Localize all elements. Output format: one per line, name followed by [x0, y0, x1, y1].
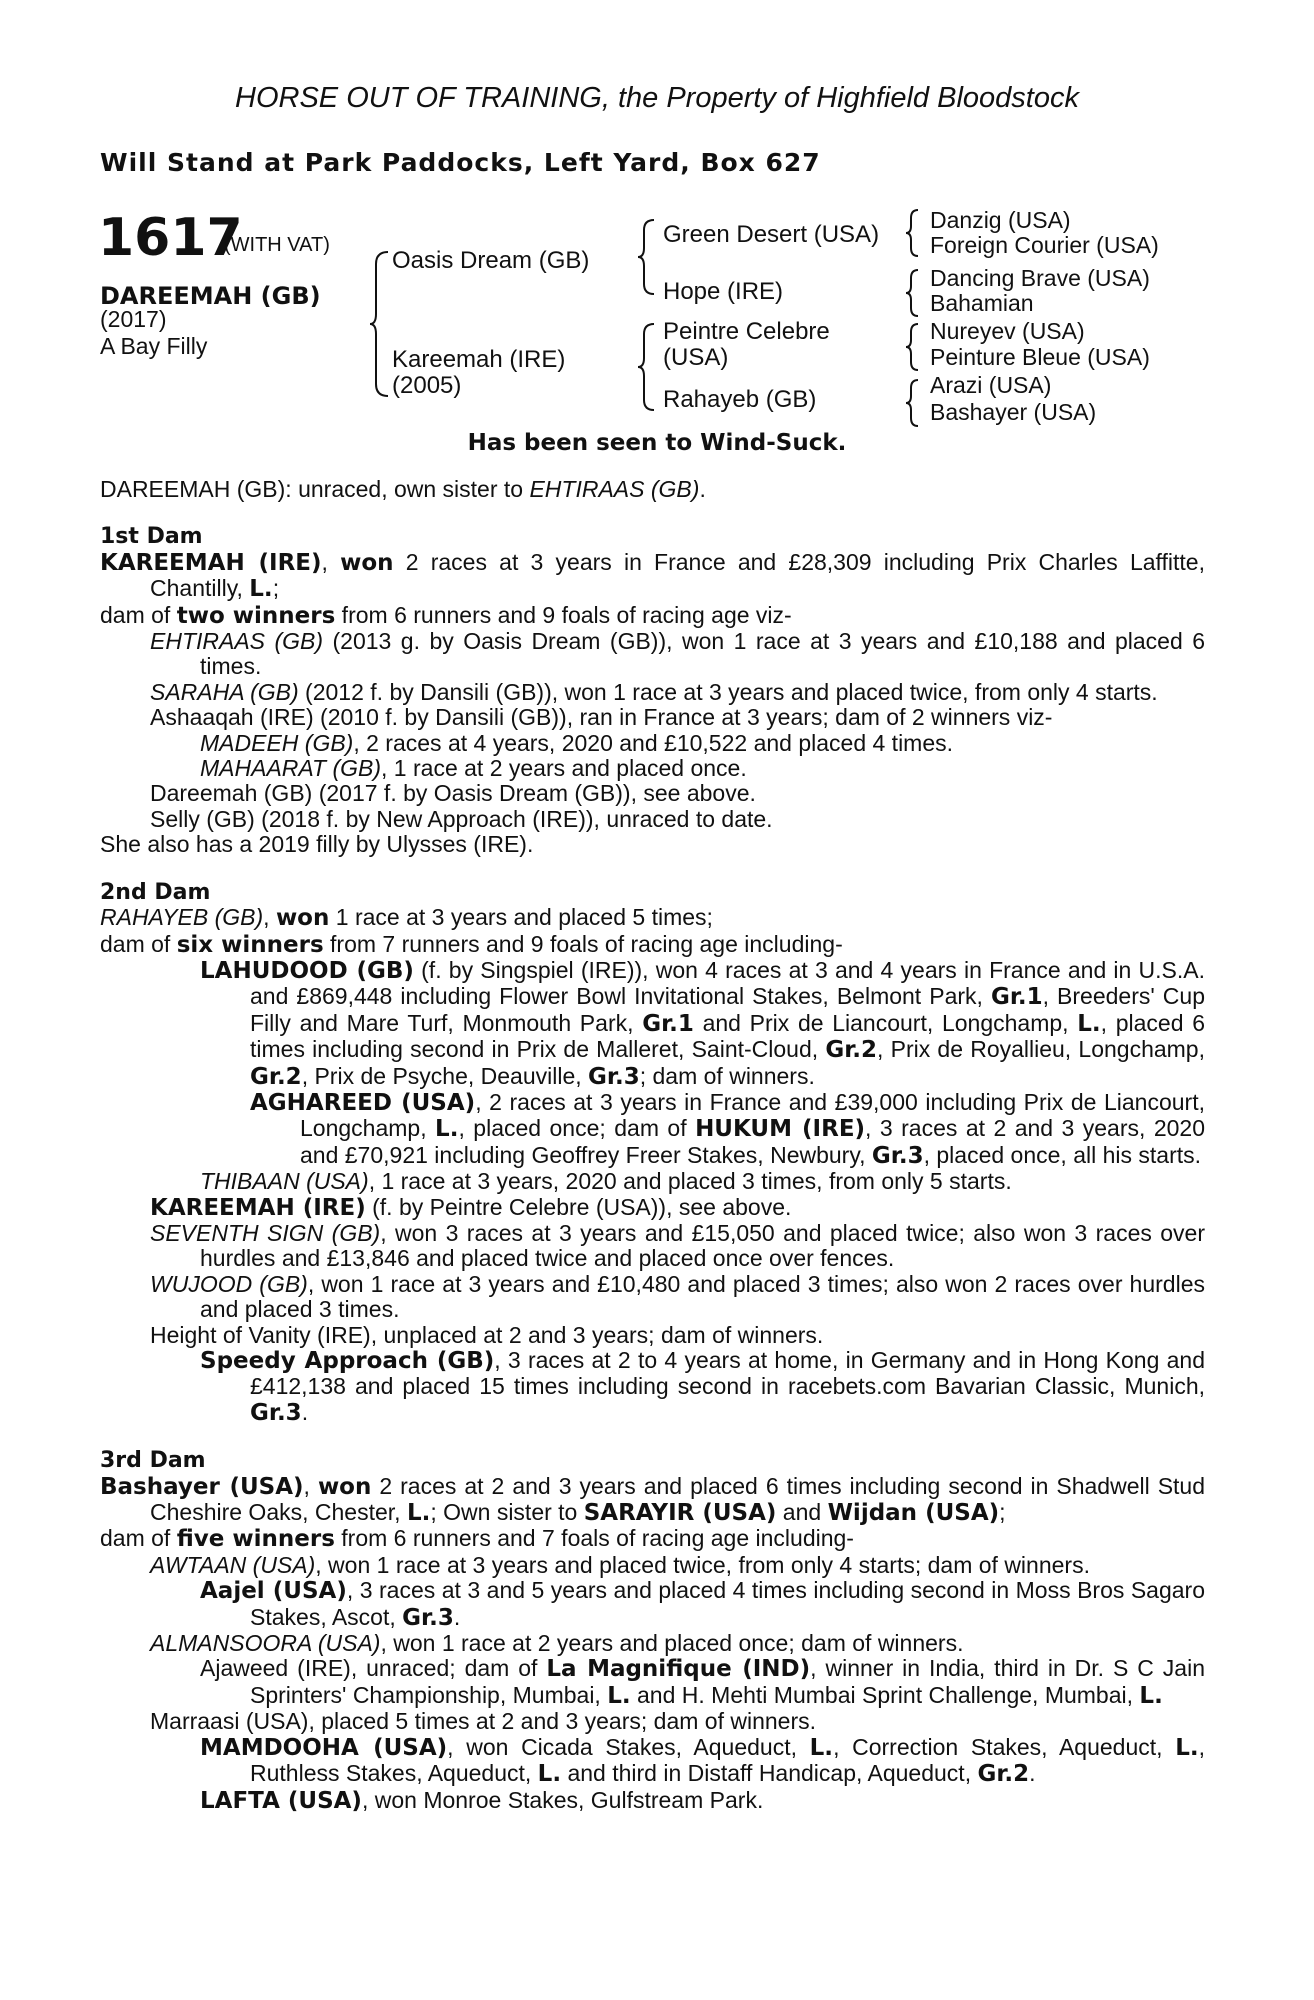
pedigree-gen3-7: Arazi (USA)	[930, 372, 1052, 398]
first-dam-produce-item: SARAHA (GB) (2012 f. by Dansili (GB)), won 1 race at 3 years and placed twice, from only 4 starts.	[150, 678, 1158, 705]
first-dam-grandproduce-item: MADEEH (GB), 2 races at 4 years, 2020 and £10,522 and placed 4 times.	[200, 729, 954, 756]
first-dam-grandproduce-item: MAHAARAT (GB), 1 race at 2 years and placed once.	[200, 755, 747, 782]
third-dam-produce-item: Marraasi (USA), placed 5 times at 2 and 3 years; dam of winners.	[150, 1708, 817, 1735]
rahayeb-brace	[904, 378, 922, 428]
page-title: HORSE OUT OF TRAINING, the Property of Highfield Bloodstock	[235, 82, 1079, 114]
pedigree-gen3-1: Danzig (USA)	[930, 207, 1071, 233]
second-dam-produce-item: LAHUDOOD (GB) (f. by Singspiel (IRE)), won 4 races at 3 and 4 years in France and in U.S.A. and £869,448 including Flower Bowl Invitational Stakes, Belmont Park, Gr.1, Breeders' Cup Filly and Mare Turf, Monmouth Park, Gr.1 and Prix de Liancourt, Longchamp, L., placed 6 times including second in Prix de Malleret, Saint-Cloud, Gr.2, Prix de Royallieu, Longchamp, Gr.2, Prix de Psyche, Deauville, Gr.3; dam of winners.	[200, 956, 1206, 1090]
third-dam-produce-summary: dam of five winners from 6 runners and 7 foals of racing age including-	[100, 1525, 854, 1553]
third-dam-record: Bashayer (USA), won 2 races at 2 and 3 years and placed 6 times including second in Shadwell Stud Cheshire Oaks, Chester, L.; Own sister to SARAYIR (USA) and Wijdan (USA);	[100, 1472, 1206, 1527]
second-dam-record: RAHAYEB (GB), won 1 race at 3 years and placed 5 times;	[100, 904, 713, 932]
third-dam-heading: 3rd Dam	[100, 1448, 206, 1474]
pedigree-dam: Kareemah (IRE)	[392, 346, 566, 373]
pedigree-dams-dam: Rahayeb (GB)	[663, 386, 817, 413]
first-dam-produce-item: Ashaaqah (IRE) (2010 f. by Dansili (GB)), ran in France at 3 years; dam of 2 winners viz-	[150, 704, 1053, 731]
first-dam-heading: 1st Dam	[100, 524, 203, 550]
peintre-celebre-brace	[904, 322, 922, 372]
pedigree-gen3-5: Nureyev (USA)	[930, 318, 1085, 344]
first-dam-produce-item: Selly (GB) (2018 f. by New Approach (IRE)), unraced to date.	[150, 805, 773, 832]
first-dam-produce-item: EHTIRAAS (GB) (2013 g. by Oasis Dream (GB)), won 1 race at 3 years and £10,188 and placed 6 times.	[150, 628, 1206, 680]
foaling-year: (2017)	[100, 306, 167, 332]
third-dam-grandproduce-item: MAMDOOHA (USA), won Cicada Stakes, Aqueduct, L., Correction Stakes, Aqueduct, L., Ruthless Stakes, Aqueduct, L. and third in Distaff Handicap, Aqueduct, Gr.2.	[200, 1733, 1205, 1788]
wind-suck-warning: Has been seen to Wind-Suck.	[467, 430, 847, 456]
intro-line: DAREEMAH (GB): unraced, own sister to EHTIRAAS (GB).	[100, 476, 706, 502]
sire-dam-brace	[368, 250, 392, 398]
second-dam-produce-item: KAREEMAH (IRE) (f. by Peintre Celebre (USA)), see above.	[150, 1193, 792, 1221]
pedigree-gen3-2: Foreign Courier (USA)	[930, 232, 1159, 258]
pedigree-sire: Oasis Dream (GB)	[392, 247, 590, 274]
horse-name: DAREEMAH (GB)	[100, 282, 321, 310]
lot-number: 1617	[98, 208, 243, 268]
third-dam-grandproduce-item: Ajaweed (IRE), unraced; dam of La Magnifique (IND), winner in India, third in Dr. S C Jain Sprinters' Championship, Mumbai, L. and H. Mehti Mumbai Sprint Challenge, Mumbai, L.	[200, 1655, 1205, 1709]
second-dam-grandproduce-item: AGHAREED (USA), 2 races at 3 years in France and £39,000 including Prix de Liancourt, Longchamp, L., placed once; dam of HUKUM (IRE), 3 races at 2 and 3 years, 2020 and £70,921 including Geoffrey Freer Stakes, Newbury, Gr.3, placed once, all his starts.	[250, 1088, 1206, 1169]
third-dam-grandproduce-item: LAFTA (USA), won Monroe Stakes, Gulfstream Park.	[200, 1786, 764, 1814]
pedigree-sires-sire: Green Desert (USA)	[663, 221, 880, 248]
pedigree-gen3-8: Bashayer (USA)	[930, 399, 1097, 425]
first-dam-record: KAREEMAH (IRE), won 2 races at 3 years in France and £28,309 including Prix Charles Laffitte, Chantilly, L.;	[100, 548, 1205, 603]
second-dam-grandproduce-item: THIBAAN (USA), 1 race at 3 years, 2020 and placed 3 times, from only 5 starts.	[200, 1168, 1012, 1195]
pedigree-gen3-6: Peinture Bleue (USA)	[930, 344, 1150, 370]
pedigree-dams-sire-country: (USA)	[663, 344, 729, 371]
first-dam-produce-item: Dareemah (GB) (2017 f. by Oasis Dream (GB)), see above.	[150, 780, 756, 807]
sire-line-brace	[636, 218, 658, 296]
green-desert-brace	[904, 208, 922, 258]
pedigree-dam-year: (2005)	[392, 372, 462, 399]
second-dam-heading: 2nd Dam	[100, 879, 211, 905]
second-dam-produce-item: Height of Vanity (IRE), unplaced at 2 and 3 years; dam of winners.	[150, 1321, 824, 1348]
second-dam-grandproduce-item: Speedy Approach (GB), 3 races at 2 to 4 years at home, in Germany and in Hong Kong and £412,138 and placed 15 times including second in racebets.com Bavarian Classic, Munich, Gr.3.	[200, 1347, 1206, 1426]
second-dam-produce-item: WUJOOD (GB), won 1 race at 3 years and £10,480 and placed 3 times; also won 2 races over hurdles and placed 3 times.	[150, 1270, 1205, 1323]
second-dam-produce-summary: dam of six winners from 7 runners and 9 foals of racing age including-	[100, 930, 843, 958]
first-dam-note: She also has a 2019 filly by Ulysses (IRE).	[100, 831, 534, 858]
third-dam-grandproduce-item: Aajel (USA), 3 races at 3 and 5 years and placed 4 times including second in Moss Bros Sagaro Stakes, Ascot, Gr.3.	[200, 1577, 1206, 1631]
dam-line-brace	[636, 322, 658, 412]
first-dam-produce-summary: dam of two winners from 6 runners and 9 foals of racing age viz-	[100, 601, 792, 629]
second-dam-produce-item: SEVENTH SIGN (GB), won 3 races at 3 years and £15,050 and placed twice; also won 3 races over hurdles and £13,846 and placed twice and placed once over fences.	[150, 1219, 1205, 1272]
catalogue-body	[100, 477, 1205, 1814]
pedigree-gen3-3: Dancing Brave (USA)	[930, 265, 1150, 291]
hope-brace	[904, 268, 922, 318]
third-dam-produce-item: AWTAAN (USA), won 1 race at 3 years and placed twice, from only 4 starts; dam of winners.	[150, 1551, 1090, 1578]
pedigree-gen3-4: Bahamian	[930, 290, 1034, 316]
horse-description: A Bay Filly	[100, 333, 208, 359]
pedigree-sires-dam: Hope (IRE)	[663, 278, 784, 305]
pedigree-dams-sire: Peintre Celebre	[663, 318, 830, 345]
third-dam-produce-item: ALMANSOORA (USA), won 1 race at 2 years and placed once; dam of winners.	[150, 1630, 964, 1657]
location-line: Will Stand at Park Paddocks, Left Yard, Box 627	[100, 148, 821, 177]
vat-note: (WITH VAT)	[224, 234, 330, 256]
